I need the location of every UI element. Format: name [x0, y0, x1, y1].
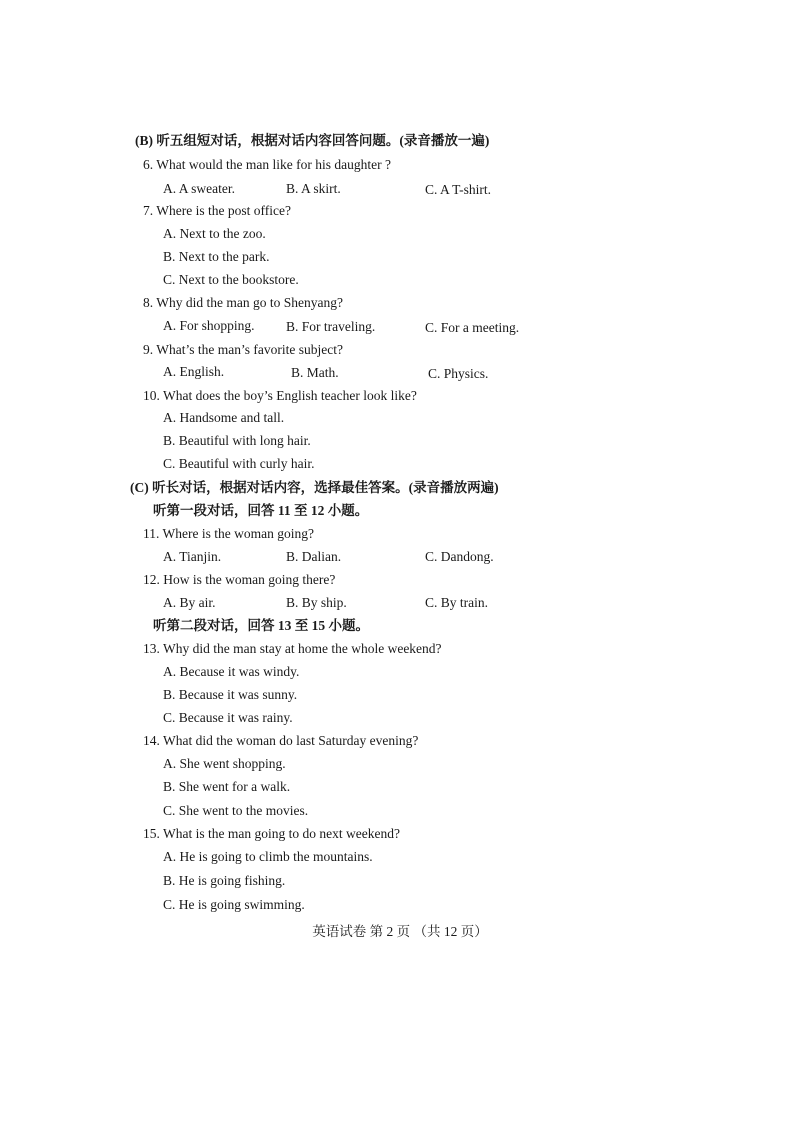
q11-option-b: B. Dalian. — [286, 549, 342, 564]
q12-option-a: A. By air. — [163, 595, 216, 610]
q11-option-a: A. Tianjin. — [163, 549, 222, 564]
q11-option-c: C. Dandong. — [425, 549, 494, 564]
q8-option-c: C. For a meeting. — [425, 320, 520, 335]
q14-option-a: A. She went shopping. — [163, 756, 286, 771]
q9-option-b: B. Math. — [291, 365, 339, 380]
question-15: 15. What is the man going to do next weekend? — [143, 826, 400, 841]
q13-option-b: B. Because it was sunny. — [163, 687, 298, 702]
question-7: 7. Where is the post office? — [143, 203, 291, 218]
page-footer: 英语试卷 第 2 页 （共 12 页） — [312, 924, 488, 939]
question-6: 6. What would the man like for his daughter ? — [143, 157, 391, 172]
q15-option-b: B. He is going fishing. — [163, 873, 286, 888]
q6-option-c: C. A T-shirt. — [425, 182, 492, 197]
q12-option-b: B. By ship. — [286, 595, 347, 610]
q7-option-c: C. Next to the bookstore. — [163, 272, 299, 287]
question-8: 8. Why did the man go to Shenyang? — [143, 295, 343, 310]
q15-option-a: A. He is going to climb the mountains. — [163, 849, 373, 864]
q15-option-c: C. He is going swimming. — [163, 897, 305, 912]
q9-option-a: A. English. — [163, 364, 225, 379]
q6-option-a: A. A sweater. — [163, 181, 235, 196]
section-b-header: (B) 听五组短对话，根据对话内容回答问题。(录音播放一遍) — [135, 133, 490, 148]
q8-option-b: B. For traveling. — [286, 319, 376, 334]
q14-option-b: B. She went for a walk. — [163, 779, 291, 794]
section-c-sub2: 听第二段对话，回答 13 至 15 小题。 — [153, 618, 369, 633]
question-9: 9. What’s the man’s favorite subject? — [143, 342, 343, 357]
section-c-header: (C) 听长对话，根据对话内容，选择最佳答案。(录音播放两遍) — [130, 480, 499, 495]
question-12: 12. How is the woman going there? — [143, 572, 336, 587]
q10-option-a: A. Handsome and tall. — [163, 410, 285, 425]
question-11: 11. Where is the woman going? — [143, 526, 314, 541]
q10-option-b: B. Beautiful with long hair. — [163, 433, 311, 448]
section-c-sub1: 听第一段对话，回答 11 至 12 小题。 — [153, 503, 369, 518]
question-10: 10. What does the boy’s English teacher look like? — [143, 388, 417, 403]
q14-option-c: C. She went to the movies. — [163, 803, 309, 818]
question-13: 13. Why did the man stay at home the whole weekend? — [143, 641, 442, 656]
q6-option-b: B. A skirt. — [286, 181, 341, 196]
q13-option-a: A. Because it was windy. — [163, 664, 300, 679]
q13-option-c: C. Because it was rainy. — [163, 710, 293, 725]
q8-option-a: A. For shopping. — [163, 318, 255, 333]
q7-option-b: B. Next to the park. — [163, 249, 270, 264]
q10-option-c: C. Beautiful with curly hair. — [163, 456, 315, 471]
q9-option-c: C. Physics. — [428, 366, 489, 381]
question-14: 14. What did the woman do last Saturday evening? — [143, 733, 419, 748]
q12-option-c: C. By train. — [425, 595, 488, 610]
q7-option-a: A. Next to the zoo. — [163, 226, 266, 241]
